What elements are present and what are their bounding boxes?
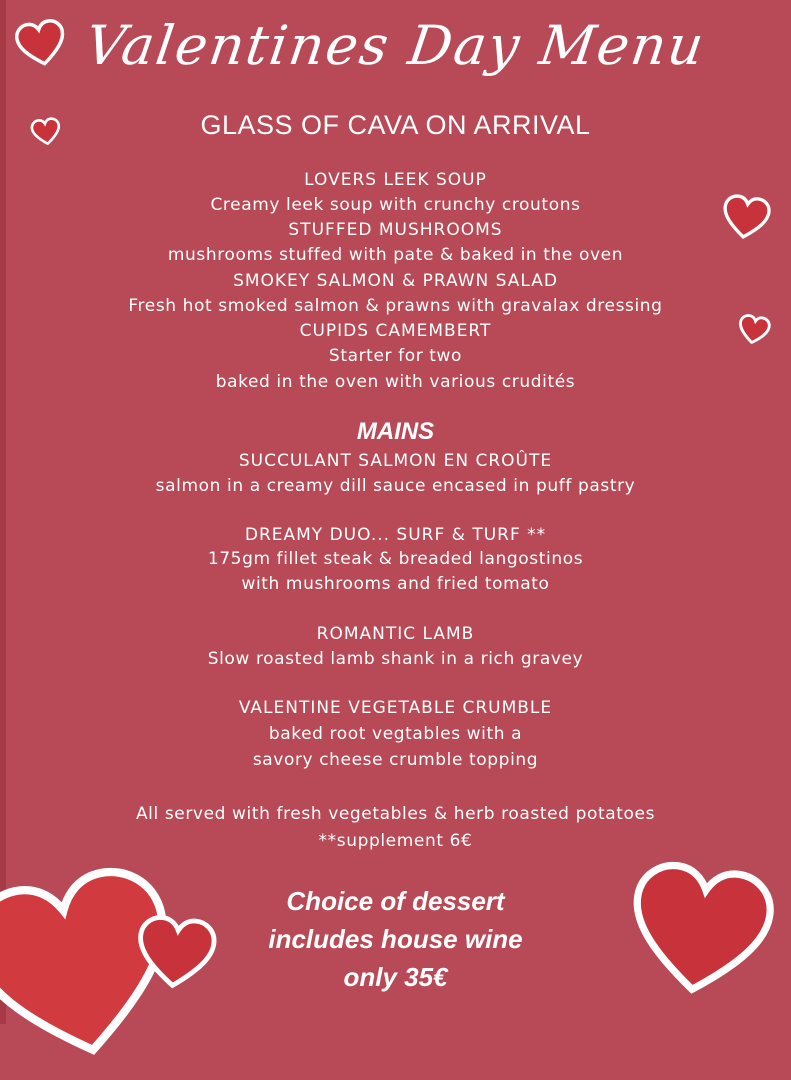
promo-line: includes house wine [268, 924, 523, 954]
starter-name: CUPIDS CAMEMBERT [299, 321, 492, 341]
starter-description: Starter for two [328, 346, 463, 366]
menu-title: Valentines Day Menu [81, 14, 710, 77]
main-name: SUCCULANT SALMON EN CROÛTE [238, 451, 553, 471]
starter-name: STUFFED MUSHROOMS [288, 220, 503, 240]
main-description: salmon in a creamy dill sauce encased in puff pastry [155, 476, 636, 496]
supplement-note: **supplement 6€ [318, 831, 473, 851]
starter-description: mushrooms stuffed with pate & baked in the oven [167, 245, 624, 265]
left-edge-band [0, 0, 6, 1024]
main-name: ROMANTIC LAMB [316, 624, 475, 644]
starter-description: Creamy leek soup with crunchy croutons [210, 195, 581, 215]
main-description: 175gm fillet steak & breaded langostinos [207, 549, 584, 569]
main-description: Slow roasted lamb shank in a rich gravey [207, 649, 584, 669]
starter-description: baked in the oven with various crudités [215, 372, 576, 392]
menu-subtitle: GLASS OF CAVA ON ARRIVAL [200, 110, 591, 140]
main-description: savory cheese crumble topping [252, 750, 539, 770]
mains-heading: MAINS [356, 418, 435, 445]
served-with-note: All served with fresh vegetables & herb roasted potatoes [135, 804, 656, 824]
main-description: baked root vegtables with a [268, 724, 523, 744]
main-description: with mushrooms and fried tomato [241, 574, 550, 594]
main-name: VALENTINE VEGETABLE CRUMBLE [238, 698, 553, 718]
promo-line: Choice of dessert [286, 886, 505, 916]
promo-price: only 35€ [343, 962, 448, 992]
main-name: DREAMY DUO... SURF & TURF ** [244, 525, 547, 545]
starter-name: SMOKEY SALMON & PRAWN SALAD [233, 271, 558, 291]
starter-description: Fresh hot smoked salmon & prawns with gravalax dressing [128, 296, 663, 316]
starter-name: LOVERS LEEK SOUP [304, 170, 487, 190]
